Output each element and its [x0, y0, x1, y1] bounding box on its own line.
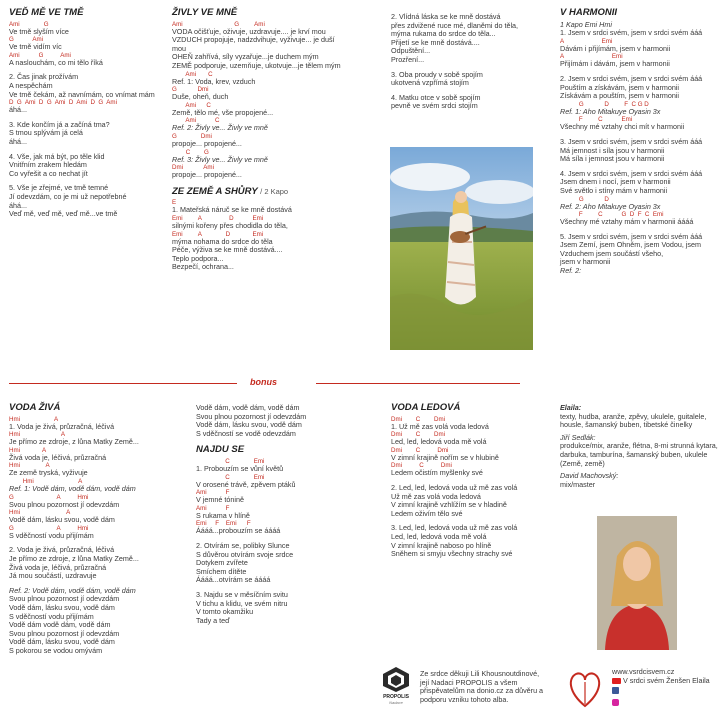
lyric-line: Vodě dám, lásku svou, vodě dám	[9, 515, 115, 525]
chord-line: G Dmi	[172, 86, 209, 94]
chord-line: Emi A D Emi	[172, 230, 264, 238]
lyric-line: 3. Kde končím já a začíná tma?	[9, 119, 110, 129]
lyric-line: V zimní krajině vzhlížím se v hladině	[391, 500, 507, 510]
lyric-line: Jsem dnem i nocí, jsem v harmonii	[560, 177, 671, 187]
credit-name: Elaila:	[560, 403, 582, 412]
lyric-line: Vodě dám, vodě dám, vodě dám	[196, 403, 300, 412]
lyric-line: 1. Probouzím se vůní květů	[196, 463, 284, 473]
lyric-line: Led, led, ledová voda mě volá	[391, 437, 487, 447]
chord-line: C Emi	[196, 457, 265, 465]
bonus-label: bonus	[250, 377, 277, 387]
chord-line: Dmi C Dmi	[391, 446, 449, 454]
lyric-line: Jsem Zemí, jsem Ohněm, jsem Vodou, jsem	[560, 240, 701, 250]
chord-line: Hmi A	[9, 446, 47, 454]
lyric-line: jsem v harmonii	[560, 257, 611, 267]
lyric-line: 1. Voda je živá, průzračná, léčivá	[9, 421, 115, 431]
lyric-line: S vděčností vodu přijímám	[9, 611, 94, 621]
lyric-line: přes zdvižené ruce mé, dlaněmi do těla,	[391, 20, 519, 30]
lyric-line: Ref. 2: Aho Mitakuye Oyasin 3x	[560, 201, 661, 211]
lyric-line: Ref. 2: Vodě dám, vodě dám, vodě dám	[9, 585, 136, 595]
hexagon-logo-icon	[381, 666, 411, 692]
chord-line: G D	[560, 195, 609, 203]
song-title-2	[172, 185, 382, 197]
lyric-line: Vzduchem jsem součástí všeho,	[560, 248, 664, 258]
song-lyrics-2	[196, 458, 381, 625]
lyric-line: Áááá...probouzím se áááá	[196, 526, 281, 536]
chord-line: Hmi A	[9, 509, 71, 517]
song-lyrics	[560, 21, 722, 276]
lyric-line: Ref. 1: Aho Mitakuye Oyasin 3x	[560, 106, 661, 116]
photo-woman-ukulele-meadow	[390, 147, 533, 350]
thanks-paragraph: Ze srdce děkuji Lili Khousnoutdinové, její Nadaci PROPOLIS a všem přispěvatelům na donio.cz za důvěru a podporu vzniku tohoto alba.	[420, 669, 544, 704]
credit-name: Jiří Sedlák:	[560, 432, 596, 442]
lyric-line: 5. Vše je zřejmé, ve tmě temné	[9, 183, 109, 193]
heart-logo	[566, 668, 604, 710]
lyric-line: V tichu a klidu, ve svém nitru	[196, 598, 288, 608]
lyric-line: Péče, výživa se ke mně dostává....	[172, 245, 283, 255]
chord-line: Ami F	[196, 504, 230, 512]
lyric-line: Smíchem dítěte	[196, 566, 247, 576]
lyric-line: 1 Kapo Emi Hmi	[560, 19, 612, 29]
lyric-line: Teplo podpora...	[172, 253, 224, 263]
lyric-line: Ref. 1: Vodě dám, vodě dám, vodě dám	[9, 483, 136, 493]
lyric-line: Tady a teď	[196, 615, 230, 625]
song-lyrics	[391, 13, 551, 111]
song-voda-ziva	[9, 404, 189, 655]
song-title-text: ZE ZEMĚ A SHŮRY	[172, 185, 258, 197]
chord-line: G Dmi	[172, 132, 212, 140]
lyric-line: Já mou součástí, uzdravuje	[9, 571, 97, 581]
lyric-line: Dávám i přijímám, jsem v harmonii	[560, 43, 671, 53]
chord-line: G Ami	[9, 36, 44, 44]
chord-line: G A Hmi	[9, 524, 89, 532]
lyric-line: Veď mě, veď mě, veď mě...ve tmě	[9, 209, 118, 219]
photo-illustration	[390, 147, 533, 350]
lyric-line: 2. Čas jinak prožívám	[9, 72, 79, 82]
lyric-line: Vodě dám, lásku svou, vodě dám	[196, 420, 302, 430]
lyric-line: S rukama v hlíně	[196, 510, 250, 520]
lyric-line: Ledem očistím myšlenky své	[391, 468, 483, 478]
song-v-harmonii	[560, 9, 722, 276]
lyric-line: Ref. 3: Živly ve... Živly ve mně	[172, 154, 268, 164]
lyric-line: Země, tělo mé, vše propojené...	[172, 107, 274, 117]
lyric-line: 4. Matku otce v sobě spojím	[391, 92, 481, 102]
lyric-line: pevně ve svém srdci stojím	[391, 101, 478, 111]
chord-line: Ami G	[9, 20, 49, 28]
lyric-line: Co vyřešit a co nechat jít	[9, 168, 88, 178]
chord-line: D G Ami D G Ami D Ami D G Ami	[9, 99, 117, 107]
lyric-line: 2. Voda je živá, průzračná, léčivá	[9, 545, 115, 555]
lyric-line: Vodě dám, lásku svou, vodě dám	[9, 602, 115, 612]
lyric-line: Ledem oživím tělo své	[391, 508, 463, 518]
lyric-line: Sněhem si smyju všechny strachy své	[391, 549, 513, 559]
lyric-line: áhá...	[9, 136, 27, 146]
photo-woman-portrait	[597, 516, 677, 650]
chord-line: Hmi A	[9, 431, 66, 439]
lyric-line: Prozření...	[391, 54, 425, 64]
lyric-line: A naslouchám, co mi tělo říká	[9, 57, 103, 67]
song-najdu-se	[196, 404, 381, 625]
youtube-row[interactable]	[612, 677, 723, 686]
lyric-line: mýma nohama do srdce do těla	[172, 236, 273, 246]
lyric-line: 4. Jsem v srdci svém, jsem v srdci svém ááá	[560, 168, 703, 178]
lyric-line: 1. Mateřská náruč se ke mně dostává	[172, 205, 292, 215]
lyric-line: Je přímo ze zdroje, z lůna Matky Země...	[9, 553, 139, 563]
lyric-line: Duše, oheň, duch	[172, 92, 229, 102]
lyric-line: Všechny mé vztahy chci mít v harmonii	[560, 122, 685, 132]
song-zivly-ve-mne	[172, 9, 382, 272]
lyric-line: Vodě dám vodě dám, vodě dám	[9, 620, 111, 630]
song-title: ŽIVLY VE MNĚ	[172, 7, 238, 18]
lyric-line: Získávám a pouštím, jsem v harmonii	[560, 91, 680, 101]
credit-role: produkce/mix, aranže, flétna, 8-mi strunná kytara, darbuka, tamburína, šamanský buben, ukulele (Země, země)	[560, 441, 718, 468]
song-ved-me-ve-tme	[9, 9, 169, 219]
lyric-line: propoje... propojené...	[172, 138, 242, 148]
portrait-illustration	[597, 516, 677, 650]
chord-line: Ami C	[172, 117, 220, 125]
lyric-line: Živá voda je, léčivá, průzračná	[9, 562, 107, 572]
lyric-line: Ve tmě vidím víc	[9, 42, 62, 52]
chord-line: Dmi Ami	[172, 164, 214, 172]
lyric-line: Bezpečí, ochrana...	[172, 262, 234, 272]
song-lyrics-2	[172, 199, 382, 272]
lyric-line: Dotykem zvířete	[196, 558, 248, 568]
bonus-divider-right	[316, 383, 520, 384]
song-title: V HARMONII	[560, 7, 617, 18]
lyric-line: Pouštím a získávám, jsem v harmonii	[560, 82, 680, 92]
bonus-divider-left	[9, 383, 237, 384]
lyric-line: 2. Led, led, ledová voda už mě zas volá	[391, 482, 518, 492]
chord-line: Ami G Ami	[9, 51, 71, 59]
youtube-icon	[612, 678, 621, 684]
chord-line: Dmi C Dmi	[391, 415, 445, 423]
lyric-line: S důvěrou otvírám svoje srdce	[196, 549, 294, 559]
lyric-line: Svou plnou pozornost jí odevzdám	[196, 411, 307, 421]
song-lyrics	[391, 416, 556, 559]
lyric-line: Jí odevzdám, co je mi už nepotřebné	[9, 191, 127, 201]
lyric-line: Svou plnou pozornost jí odevzdám	[9, 594, 120, 604]
logo-sub: Nadace	[389, 700, 403, 705]
lyric-line: S vděčností vodu přijímám	[9, 530, 94, 540]
lyric-line: 3. Najdu se v měsíčním svitu	[196, 589, 288, 599]
lyric-line: 3. Jsem v srdci svém, jsem v srdci svém ááá	[560, 136, 703, 146]
song-lyrics	[9, 416, 189, 656]
lyric-line: áhá...	[9, 200, 27, 210]
chord-line: Hmi A	[9, 477, 83, 485]
lyric-line: Je přímo ze zdroje, z lůna Matky Země...	[9, 437, 139, 447]
lyric-line: Svou plnou pozornost jí odevzdám	[9, 628, 120, 638]
lyric-line: Své světlo i stíny mám v harmonii	[560, 185, 668, 195]
chord-line: Ami F	[196, 489, 230, 497]
chord-line: A Emi	[560, 53, 623, 61]
lyric-line: Áááá...otvírám se áááá	[196, 575, 271, 585]
lyric-line: VZDUCH propojuje, nadzdvihuje, vyživuje... je duší	[172, 35, 335, 45]
instagram-icon[interactable]	[612, 699, 619, 706]
lyric-line: silnými kořeny přes chodidla do těla,	[172, 220, 288, 230]
lyric-line: Ze země tryská, vyživuje	[9, 468, 88, 478]
lyric-line: áhá...	[9, 105, 27, 115]
song-ze-zeme-continued	[391, 13, 551, 111]
lyric-line: 2. Jsem v srdci svém, jsem v srdci svém ááá	[560, 73, 703, 83]
lyric-line: Odpuštění...	[391, 46, 431, 56]
lyric-line: Živá voda je, léčivá, průzračná	[9, 452, 107, 462]
lyric-line: Už mě zas volá voda ledová	[391, 491, 481, 501]
lyric-line: Přijetí se ke mně dostává....	[391, 37, 480, 47]
lyric-line: VODA očišťuje, oživuje, uzdravuje.... je krví mou	[172, 26, 326, 36]
lyric-line: 1. Už mě zas volá voda ledová	[391, 421, 489, 431]
chord-line: Ami C	[172, 70, 213, 78]
lyric-line: Ref. 2:	[560, 266, 582, 276]
instagram-row	[612, 699, 723, 709]
chord-line: F C G D F C Emi	[560, 211, 664, 219]
lyric-line: S tmou splývám já celá	[9, 128, 83, 138]
credit-role: mix/master	[560, 479, 596, 489]
lyric-line: 2. Otvírám se, polibky Slunce	[196, 540, 290, 550]
lyric-line: V tomto okamžiku	[196, 607, 254, 617]
lyric-line: Ref. 2: Živly ve... Živly ve mně	[172, 123, 268, 133]
lyric-line: mýma rukama do srdce do těla...	[391, 29, 496, 39]
lyric-line: 2. Vlídná láska se ke mně dostává	[391, 12, 501, 21]
song-title-2: NAJDU SE	[196, 444, 245, 456]
lyric-line: Přijímám i dávám, jsem v harmonii	[560, 59, 670, 69]
chord-line: F C Emi	[560, 116, 633, 124]
chord-line: Dmi C Dmi	[391, 431, 445, 439]
song-lyrics	[172, 21, 382, 180]
lyric-line: Svou plnou pozornost jí odevzdám	[9, 499, 120, 509]
lyric-line: 3. Oba proudy v sobě spojím	[391, 69, 483, 79]
youtube-label: V srdci svém Ženšen Elaila	[623, 675, 710, 685]
album-credits	[560, 404, 720, 489]
song-title: VODA LEDOVÁ	[391, 402, 461, 413]
song-lyrics	[196, 404, 381, 438]
lyric-line: V zimní krajině naboso po hlíně	[391, 540, 492, 550]
song-title: VEĎ MĚ VE TMĚ	[9, 7, 84, 18]
chord-line: G A Hmi	[9, 493, 89, 501]
chord-line: C G	[172, 148, 209, 156]
chord-line: Ami G Ami	[172, 20, 265, 28]
social-icons	[612, 687, 723, 697]
credit-role: texty, hudba, aranže, zpěvy, ukulele, guitalele, housle, šamanský buben, tibetské činelky	[560, 411, 707, 430]
lyric-line: V jemné tónině	[196, 495, 244, 505]
website-link[interactable]: www.vsrdcisvem.cz	[612, 667, 675, 676]
lyric-line: Vodě dám, lásku svou, vodě dám	[9, 637, 115, 647]
lyric-line: Ref. 1: Voda, krev, vzduch	[172, 76, 256, 86]
lyric-line: Má jemnost i síla jsou v harmonii	[560, 145, 665, 155]
propolis-logo	[378, 666, 414, 710]
contact-links	[612, 668, 723, 708]
song-title: VODA ŽIVÁ	[9, 402, 61, 413]
chord-line: A Emi	[560, 37, 613, 45]
lyric-line: V zimní krajině nořím se v hlubině	[391, 452, 499, 462]
chord-line: Hmi A	[9, 462, 50, 470]
thanks-text	[420, 670, 548, 704]
logo-text: PROPOLIS	[383, 694, 409, 700]
heart-icon	[566, 668, 604, 710]
lyric-line: Ve tmě čekám, až navnímám, co vnímat mám	[9, 89, 155, 99]
chord-line: Emi A D Emi	[172, 214, 264, 222]
facebook-icon[interactable]	[612, 687, 619, 694]
chord-line: Ami C	[172, 101, 211, 109]
lyric-line: propoje... propojené...	[172, 170, 242, 180]
capo-note: / 2 Kapo	[260, 186, 289, 196]
lyric-line: V orosené trávě, zpěvem ptáků	[196, 479, 296, 489]
lyric-line: 1. Jsem v srdci svém, jsem v srdci svém ááá	[560, 28, 703, 38]
chord-line: E	[172, 199, 177, 207]
song-voda-ledova	[391, 404, 556, 559]
lyric-line: 5. Jsem v srdci svém, jsem v srdci svém ááá	[560, 231, 703, 241]
lyric-line: 4. Vše, jak má být, po těle klid	[9, 151, 105, 161]
lyric-line: Má síla i jemnost jsou v harmonii	[560, 154, 665, 164]
lyric-line: mou	[172, 43, 186, 53]
song-lyrics	[9, 21, 169, 219]
lyric-line: 3. Led, led, ledová voda už mě zas volá	[391, 523, 518, 533]
lyric-line: Led, led, ledová voda mě volá	[391, 531, 487, 541]
chord-line: Dmi C Dmi	[391, 462, 452, 470]
credit-name: David Machovský:	[560, 471, 619, 481]
lyric-line: Vnitřním zrakem hledám	[9, 160, 87, 170]
lyric-line: OHEŇ zahřívá, síly vyzařuje...je duchem mým	[172, 52, 319, 62]
lyric-line: A nespěchám	[9, 80, 53, 90]
chord-line: G D F C G D	[560, 100, 649, 108]
lyric-line: ukotvená vzpřímá stojím	[391, 78, 469, 88]
chord-line: Emi F Emi F	[196, 520, 251, 528]
lyric-line: Ve tmě slyším více	[9, 26, 69, 36]
chord-line: C Emi	[196, 473, 265, 481]
lyric-line: Všechny mé vztahy mám v harmonii áááá	[560, 217, 694, 227]
lyric-line: S vděčností se vodě odevzdám	[196, 428, 296, 438]
chord-line: Hmi A	[9, 415, 59, 423]
lyric-line: ZEMĚ podporuje, uzemňuje, ukotvuje...je tělem mým	[172, 60, 341, 70]
lyric-line: S pokorou se vodou omývám	[9, 645, 103, 655]
